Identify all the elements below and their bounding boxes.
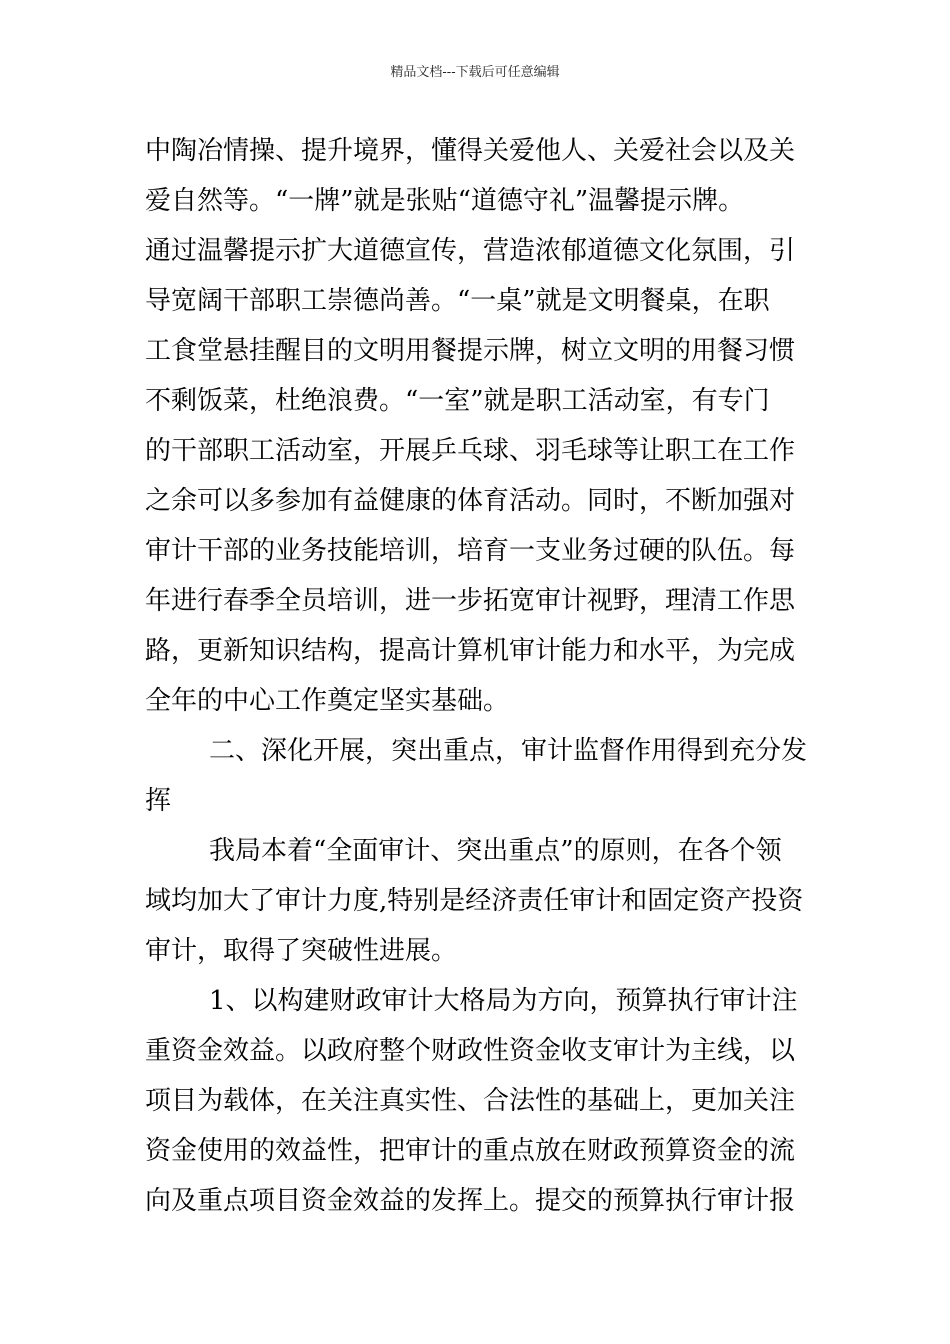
text-line: 通过温馨提示扩大道德宣传，营造浓郁道德文化氛围，引 <box>145 236 796 266</box>
text-line: 向及重点项目资金效益的发挥上。提交的预算执行审计报 <box>145 1186 796 1216</box>
numbered-item-line: 1、以构建财政审计大格局为方向，预算执行审计注 <box>209 986 798 1016</box>
text-line: 不剩饭菜，杜绝浪费。“一室”就是职工活动室，有专门 <box>145 386 770 416</box>
text-line: 审计，取得了突破性进展。 <box>145 936 458 966</box>
section-heading: 二、深化开展，突出重点，审计监督作用得到充分发 <box>209 736 807 766</box>
text-line: 项目为载体，在关注真实性、合法性的基础上，更加关注 <box>145 1086 796 1116</box>
section-heading-continued: 挥 <box>145 786 172 816</box>
text-line: 之余可以多参加有益健康的体育活动。同时，不断加强对 <box>145 486 796 516</box>
text-line: 年进行春季全员培训，进一步拓宽审计视野，理清工作思 <box>145 586 796 616</box>
document-body <box>145 126 807 1226</box>
text-line: 重资金效益。以政府整个财政性资金收支审计为主线，以 <box>145 1036 796 1066</box>
text-line: 域均加大了审计力度,特别是经济责任审计和固定资产投资 <box>145 886 804 916</box>
text-line: 中陶冶情操、提升境界，懂得关爱他人、关爱社会以及关 <box>145 136 796 166</box>
text-line: 导宽阔干部职工崇德尚善。“一桌”就是文明餐桌，在职 <box>145 286 770 316</box>
text-line: 审计干部的业务技能培训，培育一支业务过硬的队伍。每 <box>145 536 796 566</box>
page-header: 精品文档---下载后可任意编辑 <box>390 65 560 80</box>
text-line: 路，更新知识结构，提高计算机审计能力和水平，为完成 <box>145 636 796 666</box>
text-line: 的干部职工活动室，开展乒乓球、羽毛球等让职工在工作 <box>145 436 796 466</box>
text-line: 工食堂悬挂醒目的文明用餐提示牌，树立文明的用餐习惯 <box>145 336 796 366</box>
text-line: 我局本着“全面审计、突出重点”的原则，在各个领 <box>209 836 782 866</box>
text-line: 全年的中心工作奠定坚实基础。 <box>145 686 510 716</box>
text-line: 资金使用的效益性，把审计的重点放在财政预算资金的流 <box>145 1136 796 1166</box>
text-line: 爱自然等。“一牌”就是张贴“道德守礼”温馨提示牌。 <box>145 186 745 216</box>
